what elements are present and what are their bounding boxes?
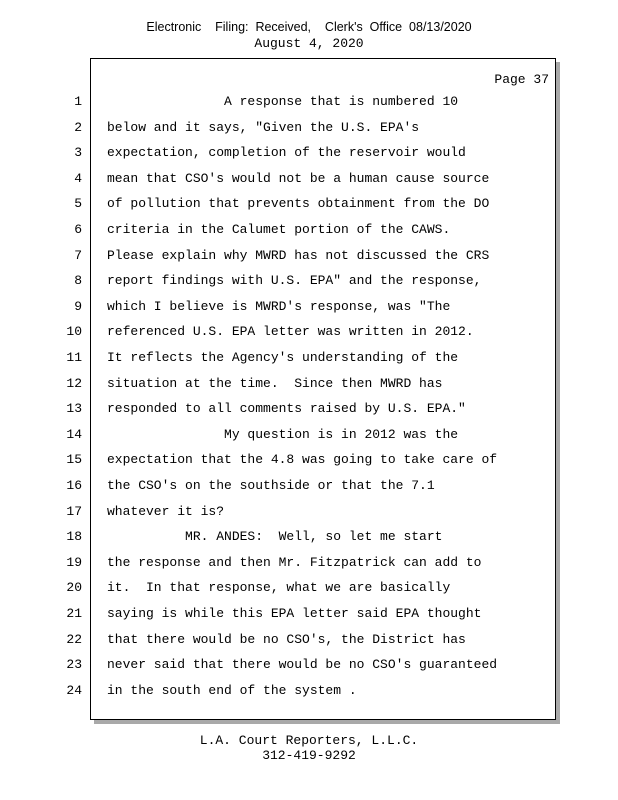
transcript-line: responded to all comments raised by U.S. EPA." [107,401,466,416]
line-number: 16 [66,478,82,493]
transcript-line: whatever it is? [107,504,225,519]
transcript-line: expectation that the 4.8 was going to take care of [107,452,498,467]
line-number: 2 [74,120,82,135]
transcript-line: expectation, completion of the reservoir would [107,145,466,160]
transcript-line: situation at the time. Since then MWRD has [107,376,443,391]
line-number: 5 [74,196,82,211]
transcript-line: below and it says, "Given the U.S. EPA's [107,120,420,135]
line-number: 9 [74,299,82,314]
line-number: 15 [66,452,82,467]
transcript-line: in the south end of the system . [107,683,357,698]
transcript-line: which I believe is MWRD's response, was "The [107,299,451,314]
line-number: 19 [66,555,82,570]
transcript-line: referenced U.S. EPA letter was written in 2012. [107,324,474,339]
line-number: 20 [66,580,82,595]
line-number: 23 [66,657,82,672]
line-number: 4 [74,171,82,186]
hearing-date: August 4, 2020 [254,36,364,51]
line-number: 7 [74,248,82,263]
transcript-line: it. In that response, what we are basically [107,580,451,595]
court-reporter-name: L.A. Court Reporters, L.L.C. [199,733,419,748]
transcript-line: My question is in 2012 was the [107,427,459,442]
line-number: 21 [66,606,82,621]
line-number: 10 [66,324,82,339]
line-number: 18 [66,529,82,544]
line-number: 3 [74,145,82,160]
line-number: 1 [74,94,82,109]
filing-stamp: Electronic Filing: Received, Clerk's Office 08/13/2020 [146,20,472,34]
transcript-line: A response that is numbered 10 [107,94,459,109]
transcript-line: the CSO's on the southside or that the 7.1 [107,478,435,493]
transcript-line: of pollution that prevents obtainment from the DO [107,196,490,211]
transcript-line: mean that CSO's would not be a human cause source [107,171,490,186]
line-number: 17 [66,504,82,519]
transcript-line: report findings with U.S. EPA" and the response, [107,273,482,288]
line-number: 24 [66,683,82,698]
transcript-line: that there would be no CSO's, the District has [107,632,466,647]
transcript-line: It reflects the Agency's understanding of the [107,350,459,365]
transcript-line: Please explain why MWRD has not discussed the CRS [107,248,490,263]
line-number: 13 [66,401,82,416]
page-number: Page 37 [494,72,549,87]
line-number: 22 [66,632,82,647]
transcript-line: saying is while this EPA letter said EPA thought [107,606,482,621]
court-reporter-phone: 312-419-9292 [262,748,356,763]
transcript-line: criteria in the Calumet portion of the CAWS. [107,222,451,237]
line-number: 11 [66,350,82,365]
transcript-line: MR. ANDES: Well, so let me start [107,529,443,544]
transcript-line: the response and then Mr. Fitzpatrick can add to [107,555,482,570]
line-number: 14 [66,427,82,442]
line-number: 8 [74,273,82,288]
transcript-line: never said that there would be no CSO's guaranteed [107,657,498,672]
line-number: 6 [74,222,82,237]
line-number: 12 [66,376,82,391]
